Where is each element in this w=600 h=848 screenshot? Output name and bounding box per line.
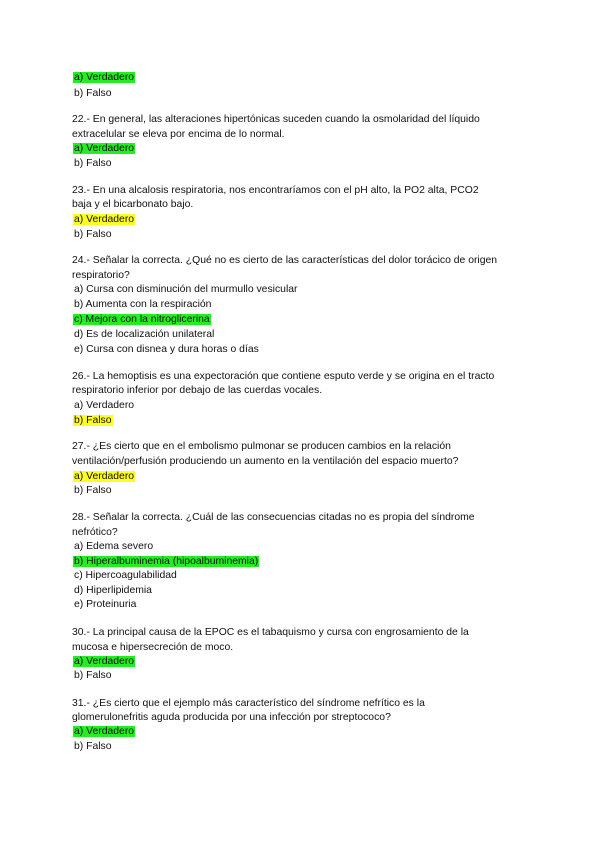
question-27-stem: 27.- ¿Es cierto que en el embolismo pulmonar se producen cambios en la relación — [72, 441, 451, 452]
answer-option: b) Falso — [74, 229, 112, 240]
answer-option: b) Falso — [74, 741, 112, 752]
answer-option: b) Falso — [74, 670, 112, 681]
highlighted-answer: a) Verdadero — [74, 656, 135, 667]
answer-option: a) Cursa con disminución del murmullo vesicular — [74, 284, 298, 295]
answer-option — [73, 470, 135, 484]
answer-option — [73, 213, 135, 227]
question-24-stem: 24.- Señalar la correcta. ¿Qué no es cierto de las características del dolor torácico de origen — [72, 255, 498, 266]
answer-option — [73, 555, 259, 569]
answer-option: b) Aumenta con la respiración — [74, 299, 212, 310]
highlighted-answer: a) Verdadero — [74, 471, 135, 482]
answer-option: c) Hipercoagulabilidad — [74, 570, 177, 581]
question-23-stem: baja y el bicarbonato bajo. — [72, 199, 194, 210]
answer-option: d) Hiperlipidemia — [74, 585, 152, 596]
highlighted-answer: a) Verdadero — [74, 143, 135, 154]
question-30-stem: 30.- La principal causa de la EPOC es el tabaquismo y cursa con engrosamiento de la — [72, 627, 469, 638]
question-28-stem: 28.- Señalar la correcta. ¿Cuál de las consecuencias citadas no es propia del síndrome — [72, 512, 475, 523]
question-26-stem: respiratorio inferior por debajo de las cuerdas vocales. — [72, 385, 323, 396]
answer-option: e) Cursa con disnea y dura horas o días — [74, 344, 259, 355]
answer-option: d) Es de localización unilateral — [74, 329, 215, 340]
answer-option — [73, 313, 211, 327]
answer-option — [73, 142, 135, 156]
answer-option: b) Falso — [74, 158, 112, 169]
answer-option — [73, 655, 135, 669]
answer-option: a) Verdadero — [74, 400, 135, 411]
highlighted-answer: a) Verdadero — [74, 72, 135, 83]
question-30-stem: mucosa e hipersecreción de moco. — [72, 642, 234, 653]
question-22-stem: 22.- En general, las alteraciones hipertónicas suceden cuando la osmolaridad del líquido — [72, 114, 480, 125]
question-31-stem: glomerulonefritis aguda producida por una infección por streptococo? — [72, 712, 391, 723]
question-27-stem: ventilación/perfusión produciendo un aumento en la ventilación del espacio muerto? — [72, 456, 459, 467]
answer-option: a) Edema severo — [74, 541, 154, 552]
highlighted-answer: a) Verdadero — [74, 726, 135, 737]
answer-option: b) Falso — [74, 485, 112, 496]
answer-option — [73, 725, 135, 739]
highlighted-answer: b) Falso — [74, 415, 112, 426]
answer-option: b) Falso — [74, 88, 112, 99]
question-22-stem: extracelular se eleva por encima de lo normal. — [72, 129, 285, 140]
question-26-stem: 26.- La hemoptisis es una expectoración que contiene esputo verde y se origina en el tracto — [72, 371, 495, 382]
answer-option — [73, 414, 113, 428]
answer-option: e) Proteinuria — [74, 599, 137, 610]
question-28-stem: nefrótico? — [72, 527, 118, 538]
question-23-stem: 23.- En una alcalosis respiratoria, nos encontraríamos con el pH alto, la PO2 alta, PCO2 — [72, 185, 479, 196]
highlighted-answer: b) Hiperalbuminemia (hipoalbuminemia) — [74, 556, 259, 567]
highlighted-answer: c) Mejora con la nitroglicerina — [74, 314, 210, 325]
answer-option — [73, 71, 135, 85]
question-31-stem: 31.- ¿Es cierto que el ejemplo más característico del síndrome nefrítico es la — [72, 698, 425, 709]
highlighted-answer: a) Verdadero — [74, 214, 135, 225]
question-24-stem: respiratorio? — [72, 270, 130, 281]
